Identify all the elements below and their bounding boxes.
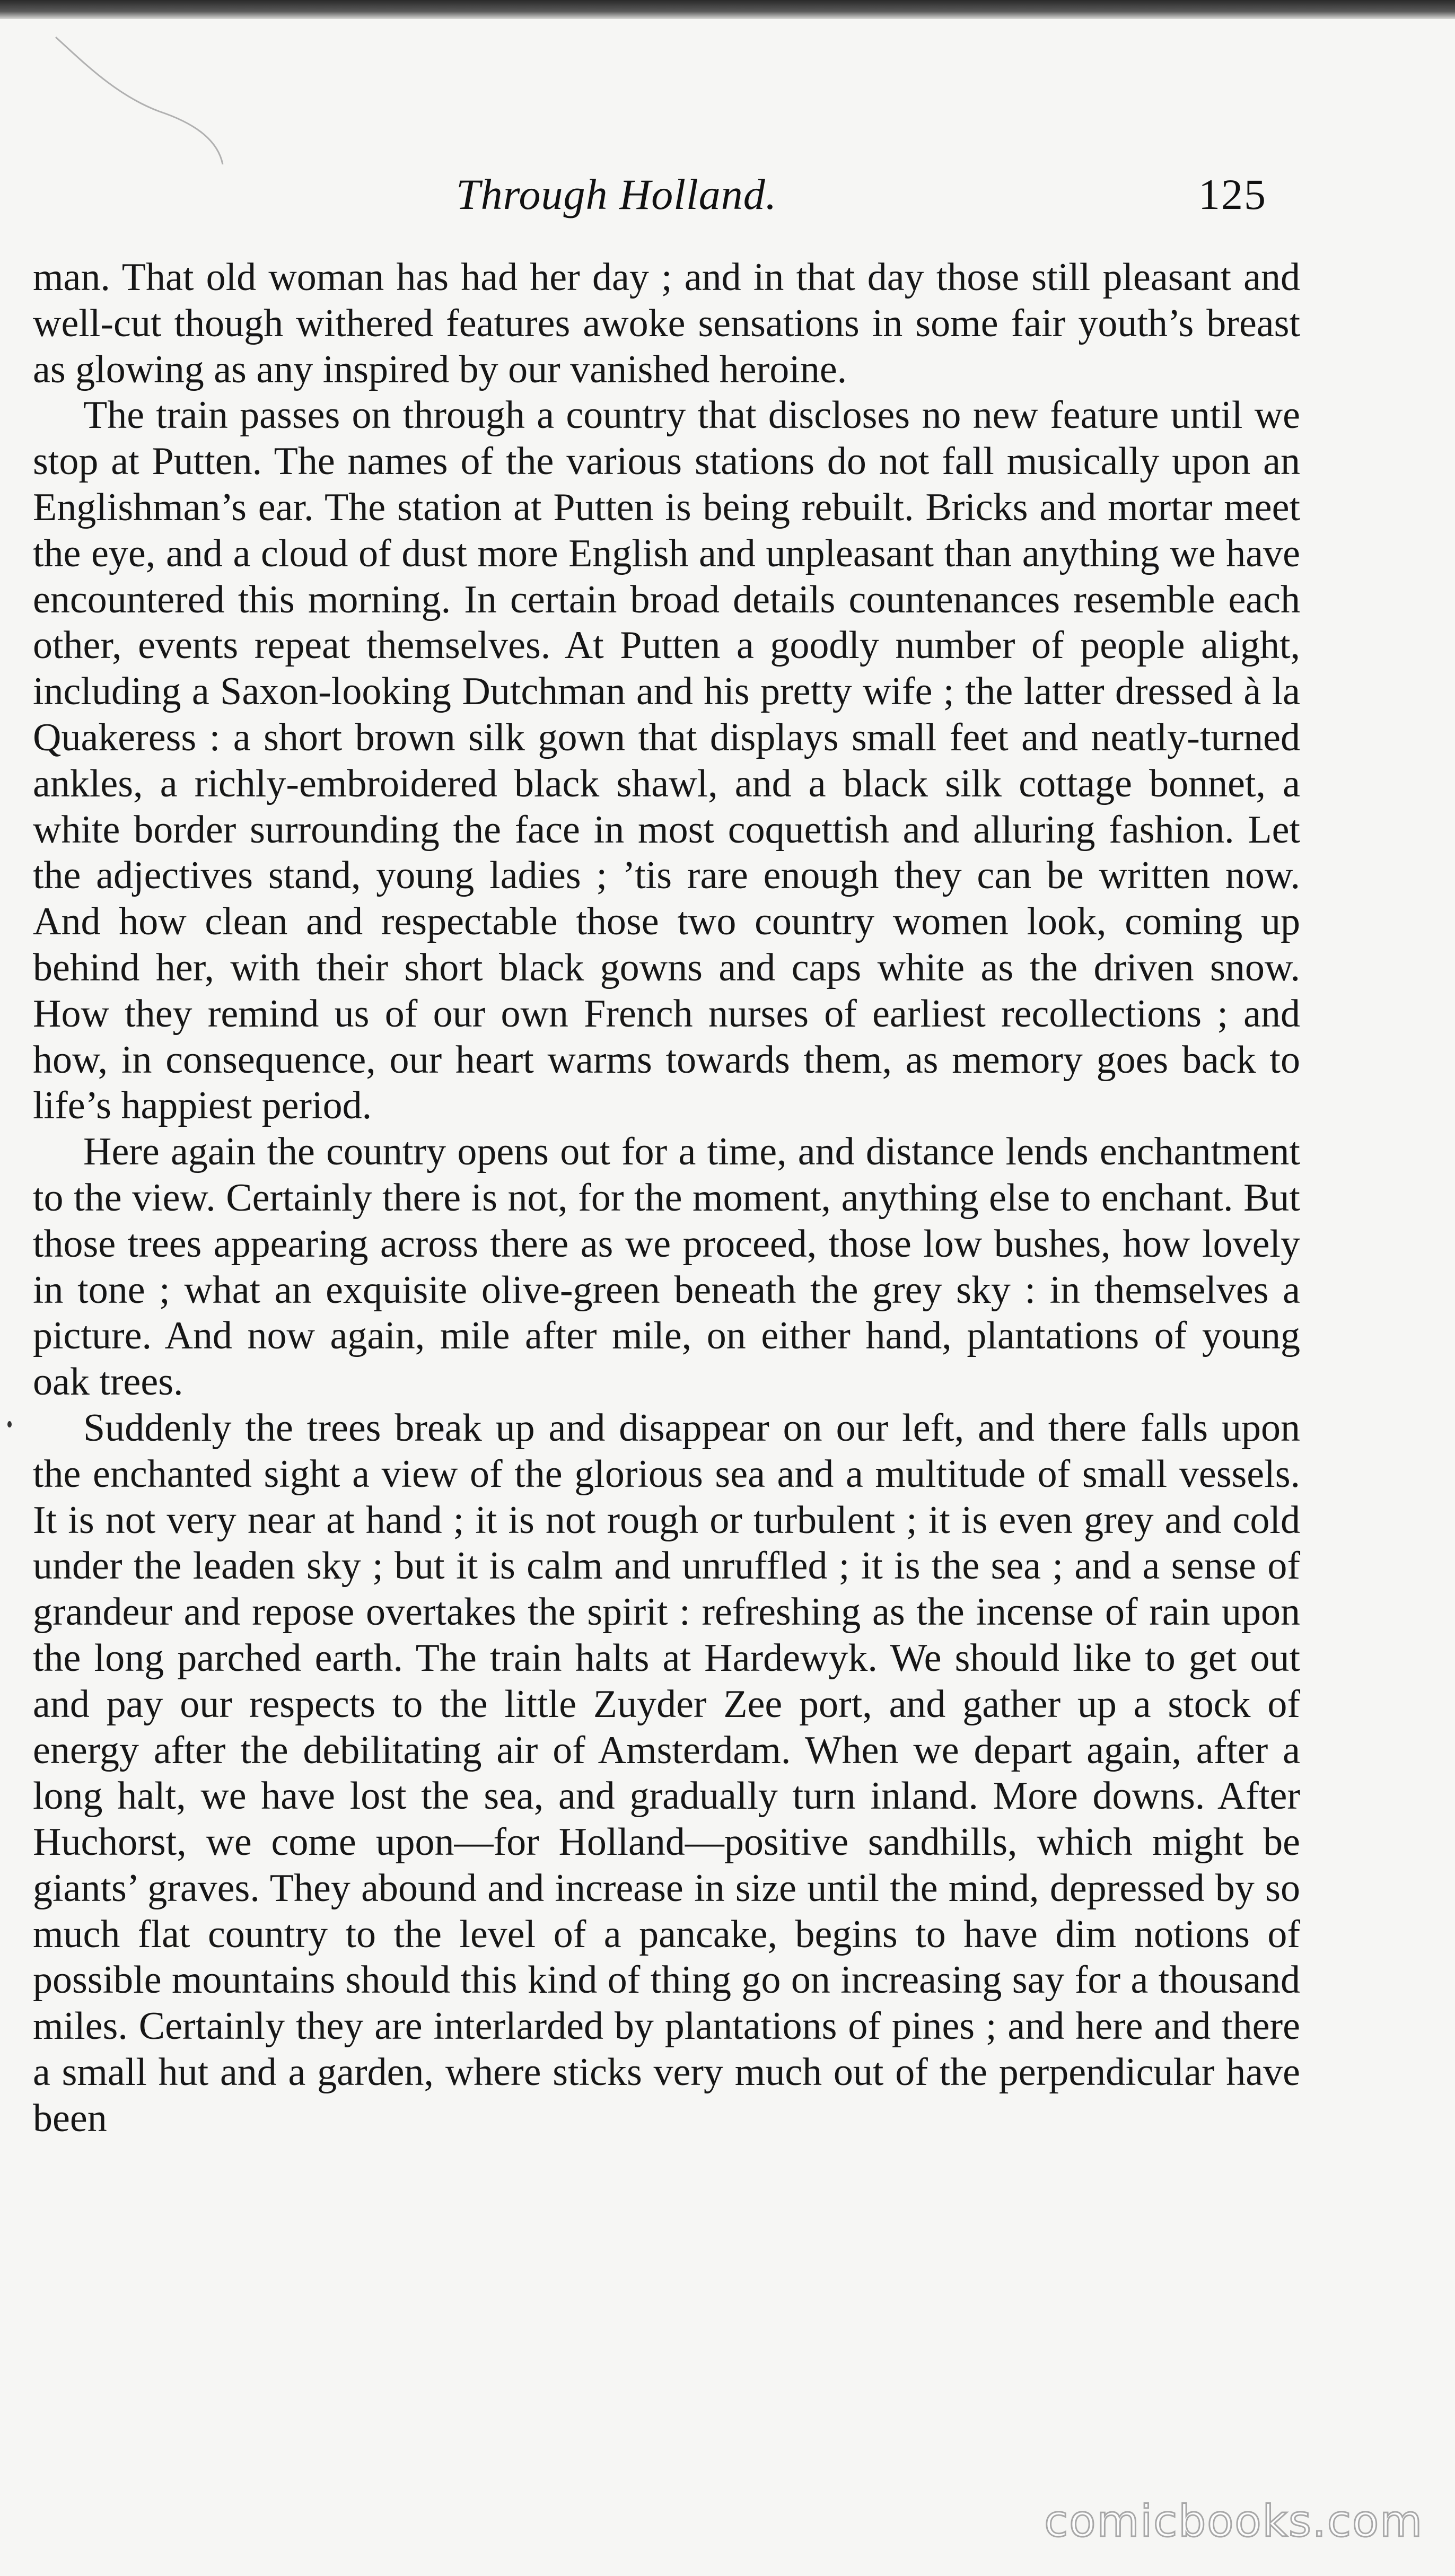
- watermark-text: comicbooks.com: [1044, 2496, 1423, 2547]
- page-header: [0, 170, 1455, 228]
- paragraph-2: The train passes on through a country that discloses no new feature until we stop at Putten. The names of the various stations do not fall musically upon an Englishman’s ear. The station at Putten is being rebuilt. Bricks and mortar meet the eye, and a cloud of dust more English and unpleasant than anything we have encountered this morning. In certain broad details countenances resemble each other, events repeat themselves. At Putten a goodly number of people alight, including a Saxon-looking Dutchman and his pretty wife ; the latter dressed à la Quakeress : a short brown silk gown that displays small feet and neatly-turned ankles, a richly-embroidered black shawl, and a black silk cottage bonnet, a white border surrounding the face in most coquettish and alluring fashion. Let the adjectives stand, young ladies ; ’tis rare enough they can be written now. And how clean and respectable those two country women look, coming up behind her, with their short black gowns and caps white as the driven snow. How they remind us of our own French nurses of earliest recollections ; and how, in consequence, our heart warms towards them, as memory goes back to life’s happiest period.: [33, 393, 1300, 1128]
- body-text: [33, 255, 1300, 2142]
- page-number: 125: [1198, 170, 1267, 218]
- running-title: Through Holland.: [456, 170, 777, 218]
- ink-speck: [7, 1421, 12, 1427]
- paragraph-4: Suddenly the trees break up and disappear on our left, and there falls upon the enchanted sight a view of the glorious sea and a multitude of small vessels. It is not very near at hand ; it is not rough or turbulent ; it is even grey and cold under the leaden sky ; but it is calm and unruffled ; it is the sea ; and a sense of grandeur and repose overtakes the spirit : refreshing as the incense of rain upon the long parched earth. The train halts at Hardewyk. We should like to get out and pay our respects to the little Zuyder Zee port, and gather up a stock of energy after the debilitating air of Amsterdam. When we depart again, after a long halt, we have lost the sea, and gradually turn inland. More downs. After Huchorst, we come upon—for Holland—positive sandhills, which might be giants’ graves. They abound and increase in size until the mind, depressed by so much flat country to the level of a pancake, begins to have dim notions of possible mountains should this kind of thing go on increasing say for a thousand miles. Certainly they are interlarded by plantations of pines ; and here and there a small hut and a garden, where sticks very much out of the perpendicular have been: [33, 1406, 1300, 2140]
- pencil-stroke-mark: [53, 32, 228, 170]
- paragraph-3: Here again the country opens out for a time, and distance lends enchantment to the view. Certainly there is not, for the moment, anything else to enchant. But those trees appearing across there as we proceed, those low bushes, how lovely in tone ; what an exquisite olive-green beneath the grey sky : in themselves a picture. And now again, mile after mile, on either hand, plantations of young oak trees.: [33, 1130, 1300, 1404]
- scan-top-edge: [0, 0, 1455, 19]
- paragraph-1: man. That old woman has had her day ; and in that day those still pleasant and well-cut though withered features awoke sensations in some fair youth’s breast as glowing as any inspired by our vanished heroine.: [33, 256, 1300, 391]
